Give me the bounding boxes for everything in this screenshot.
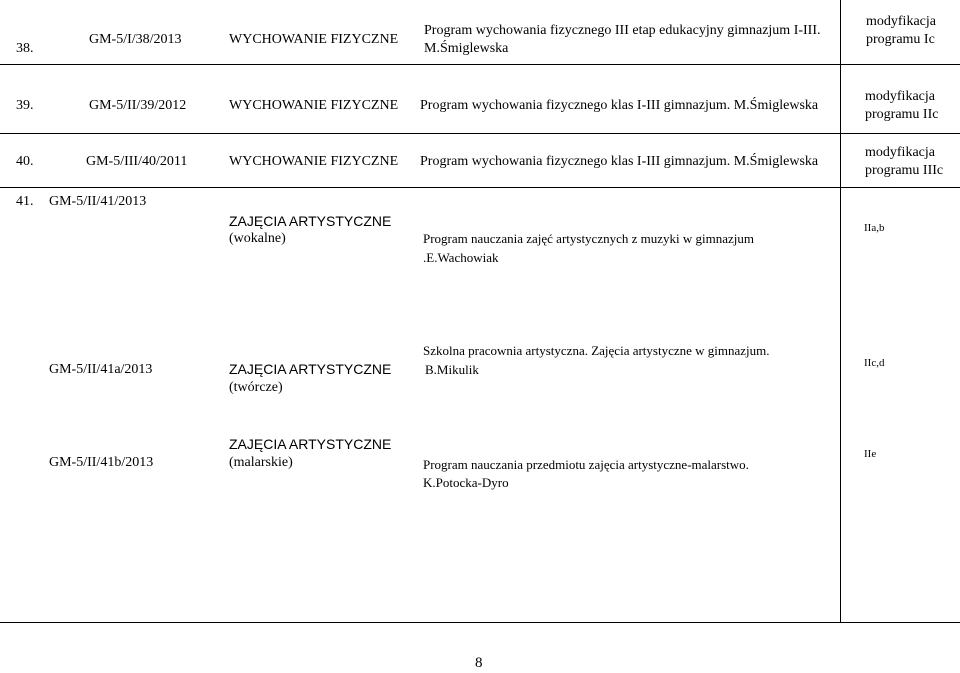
- row-39-subject: WYCHOWANIE FIZYCZNE: [229, 98, 399, 113]
- row-38-subject: WYCHOWANIE FIZYCZNE: [229, 32, 399, 47]
- row-38-number: 38.: [16, 41, 34, 56]
- row-40-subject: WYCHOWANIE FIZYCZNE: [229, 154, 399, 169]
- table-rule-row4-bottom: [0, 622, 960, 623]
- row-40-program: Program wychowania fizycznego klas I-III gimnazjum. M.Śmiglewska: [420, 154, 819, 169]
- row-41a-subject-line2: (twórcze): [229, 380, 283, 395]
- row-41a-subject-line1: ZAJĘCIA ARTYSTYCZNE: [229, 361, 392, 377]
- table-rule-row1-bottom: [0, 64, 960, 65]
- row-41-subject-line2: (wokalne): [229, 231, 286, 246]
- row-41a-program-line1: Szkolna pracownia artystyczna. Zajęcia artystyczne w gimnazjum.: [423, 343, 770, 358]
- row-41b-program-line2: K.Potocka-Dyro: [423, 475, 509, 490]
- row-41-classes: IIa,b: [864, 222, 885, 234]
- row-41b-program-line1: Program nauczania przedmiotu zajęcia artystyczne-malarstwo.: [423, 457, 749, 472]
- row-39-code: GM-5/II/39/2012: [89, 98, 187, 113]
- row-41-program-line1: Program nauczania zajęć artystycznych z muzyki w gimnazjum: [423, 231, 755, 246]
- row-41b-code: GM-5/II/41b/2013: [49, 455, 154, 470]
- row-41a-code: GM-5/II/41a/2013: [49, 362, 153, 377]
- row-40-code: GM-5/III/40/2011: [86, 154, 188, 169]
- row-40-number: 40.: [16, 154, 34, 169]
- row-41a-program-line2: B.Mikulik: [425, 362, 479, 377]
- row-41b-classes: IIe: [864, 448, 877, 460]
- table-rule-col-right: [840, 0, 841, 623]
- row-38-status-line2: programu Ic: [866, 32, 935, 47]
- row-39-status-line2: programu IIc: [865, 107, 939, 122]
- row-41-code: GM-5/II/41/2013: [49, 194, 147, 209]
- row-38-program-line2: M.Śmiglewska: [424, 41, 509, 56]
- row-38-code: GM-5/I/38/2013: [89, 32, 182, 47]
- page-number: 8: [475, 655, 483, 671]
- table-rule-row3-bottom: [0, 187, 960, 188]
- row-40-status-line2: programu IIIc: [865, 163, 944, 178]
- row-40-status-line1: modyfikacja: [865, 145, 935, 160]
- row-39-program: Program wychowania fizycznego klas I-III gimnazjum. M.Śmiglewska: [420, 98, 819, 113]
- row-41-number: 41.: [16, 194, 34, 209]
- row-41b-subject-line2: (malarskie): [229, 455, 293, 470]
- row-41b-subject-line1: ZAJĘCIA ARTYSTYCZNE: [229, 436, 392, 452]
- row-38-program-line1: Program wychowania fizycznego III etap edukacyjny gimnazjum I-III.: [424, 23, 821, 38]
- row-41-subject-line1: ZAJĘCIA ARTYSTYCZNE: [229, 213, 392, 229]
- row-39-number: 39.: [16, 98, 34, 113]
- row-39-status-line1: modyfikacja: [865, 89, 935, 104]
- row-38-status-line1: modyfikacja: [866, 14, 936, 29]
- table-rule-row2-bottom: [0, 133, 960, 134]
- row-41-program-line2: .E.Wachowiak: [423, 250, 499, 265]
- row-41a-classes: IIc,d: [864, 357, 885, 369]
